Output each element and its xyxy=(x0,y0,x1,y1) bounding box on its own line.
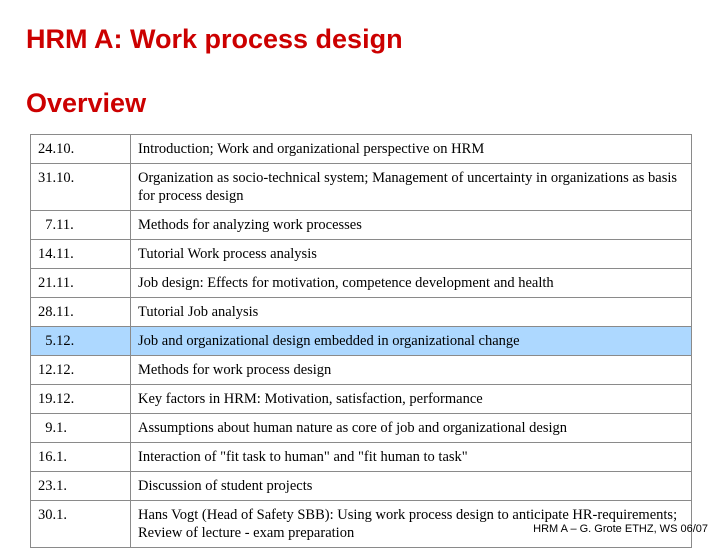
date-cell: 5.12. xyxy=(31,327,131,356)
table-row xyxy=(31,443,692,472)
date-cell: 16.1. xyxy=(31,443,131,472)
topic-cell: Organization as socio-technical system; Management of uncertainty in organizations as basis for process design xyxy=(131,164,692,211)
table-row xyxy=(31,298,692,327)
topic-cell: Discussion of student projects xyxy=(131,472,692,501)
topic-cell: Hans Vogt (Head of Safety SBB): Using work process design to anticipate HR-requirements; Review of lecture - exam preparation xyxy=(131,501,692,548)
topic-cell: Key factors in HRM: Motivation, satisfaction, performance xyxy=(131,385,692,414)
topic-cell: Assumptions about human nature as core of job and organizational design xyxy=(131,414,692,443)
date-cell: 9.1. xyxy=(31,414,131,443)
slide-subtitle: Overview xyxy=(26,88,147,118)
date-cell: 7.11. xyxy=(31,211,131,240)
table-row-highlighted xyxy=(31,327,692,356)
date-cell: 30.1. xyxy=(31,501,131,548)
table-row xyxy=(31,414,692,443)
topic-cell: Tutorial Job analysis xyxy=(131,298,692,327)
date-cell: 12.12. xyxy=(31,356,131,385)
date-cell: 21.11. xyxy=(31,269,131,298)
topic-cell: Methods for analyzing work processes xyxy=(131,211,692,240)
topic-cell: Introduction; Work and organizational perspective on HRM xyxy=(131,135,692,164)
table-row xyxy=(31,269,692,298)
date-cell: 31.10. xyxy=(31,164,131,211)
date-cell: 19.12. xyxy=(31,385,131,414)
table-row xyxy=(31,472,692,501)
topic-cell: Methods for work process design xyxy=(131,356,692,385)
schedule-table xyxy=(30,134,692,548)
table-row xyxy=(31,356,692,385)
table-row xyxy=(31,211,692,240)
table-row xyxy=(31,385,692,414)
table-row xyxy=(31,240,692,269)
topic-cell: Job design: Effects for motivation, competence development and health xyxy=(131,269,692,298)
date-cell: 28.11. xyxy=(31,298,131,327)
date-cell: 14.11. xyxy=(31,240,131,269)
date-cell: 23.1. xyxy=(31,472,131,501)
table-row xyxy=(31,135,692,164)
topic-cell: Job and organizational design embedded in organizational change xyxy=(131,327,692,356)
topic-cell: Tutorial Work process analysis xyxy=(131,240,692,269)
topic-cell: Interaction of "fit task to human" and "fit human to task" xyxy=(131,443,692,472)
table-row xyxy=(31,164,692,211)
date-cell: 24.10. xyxy=(31,135,131,164)
slide-title: HRM A: Work process design xyxy=(26,24,403,54)
slide-footer: HRM A – G. Grote ETHZ, WS 06/07 xyxy=(533,523,708,535)
